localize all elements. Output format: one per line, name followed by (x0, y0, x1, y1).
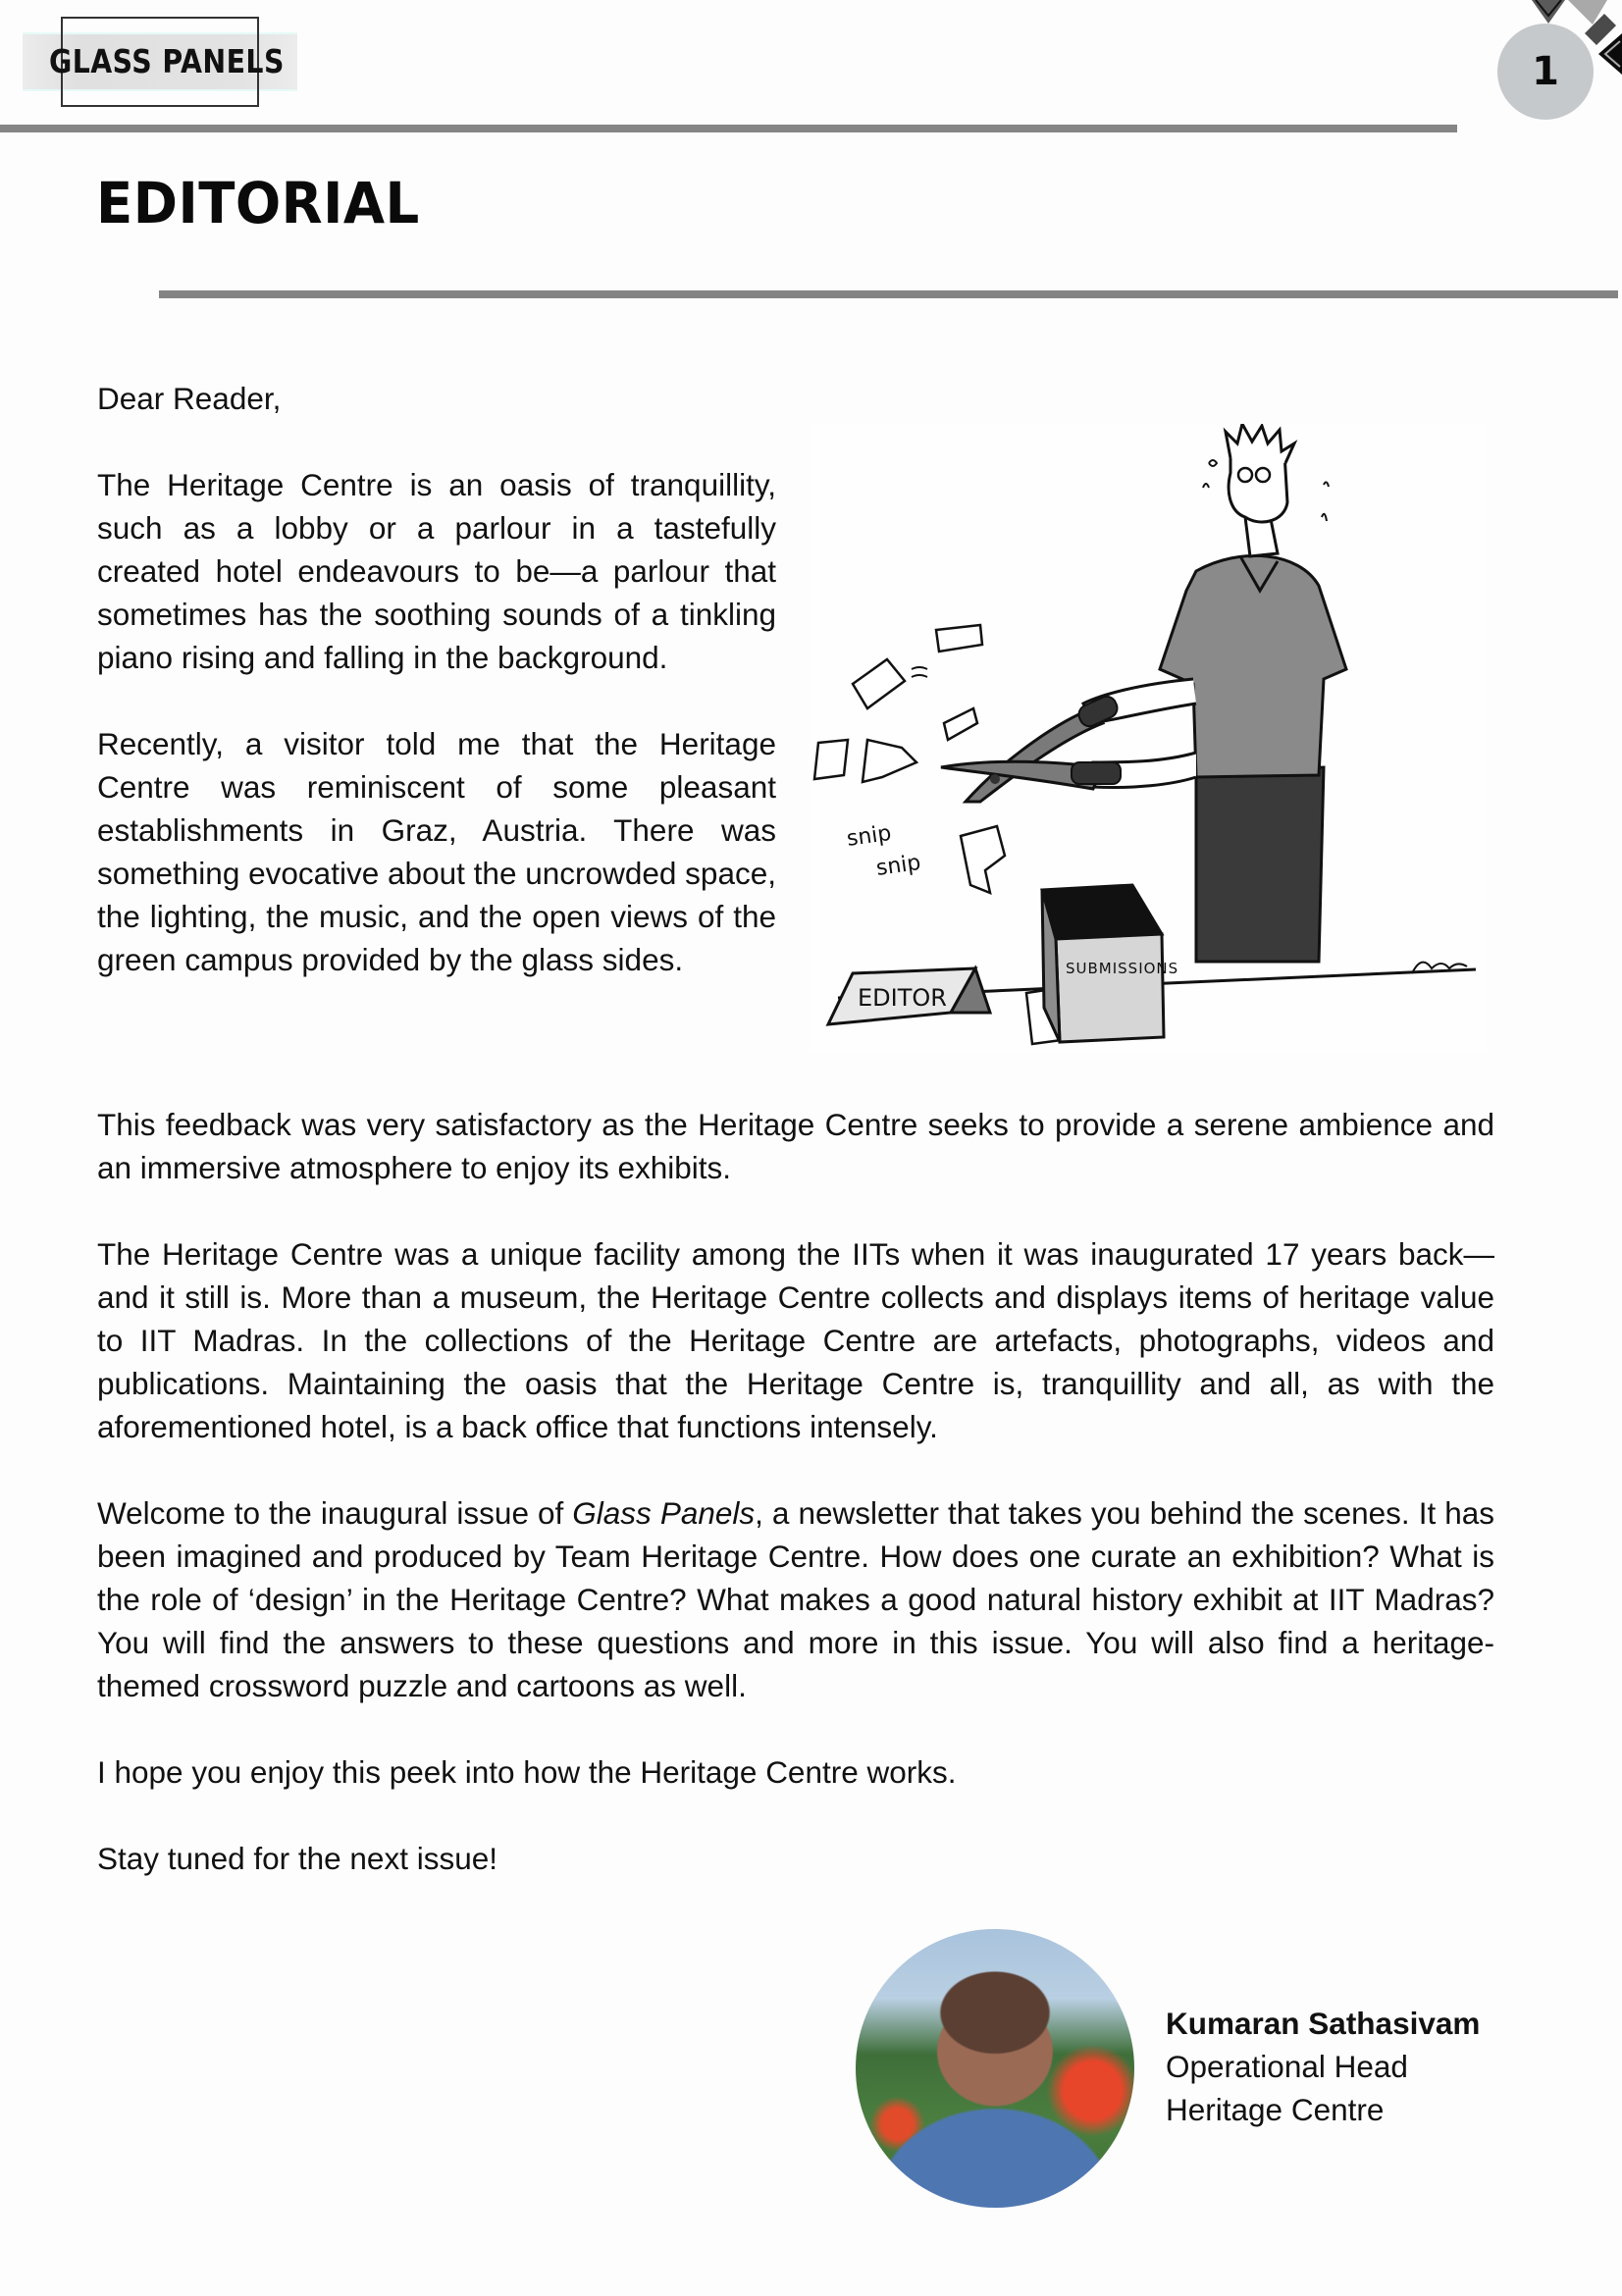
author-name: Kumaran Sathasivam (1166, 2006, 1481, 2041)
paragraph-feedback: This feedback was very satisfactory as the Heritage Centre seeks to provide a serene ambience and an immersive atmosphere to enjoy its exhibits. (97, 1107, 1494, 1185)
paragraph-closing: I hope you enjoy this peek into how the Heritage Centre works. (97, 1754, 957, 1790)
title-divider (159, 290, 1618, 298)
paragraph-oasis: The Heritage Centre is an oasis of tranquillity, such as a lobby or a parlour in a tastefully created hotel endeavours to be—a parlour that sometimes has the soothing sounds of a tinkling piano rising and falling in the background. (97, 467, 776, 675)
author-signature (1166, 2002, 1480, 2131)
cartoon-sound-label: snip (845, 820, 893, 852)
page-number-badge: 1 (1497, 24, 1594, 120)
article-intro-column (97, 377, 776, 1024)
cartoon-sound-label: snip (874, 850, 922, 881)
paragraph-signoff: Stay tuned for the next issue! (97, 1841, 497, 1876)
publication-title: Glass Panels (572, 1495, 756, 1531)
page-title: EDITORIAL (96, 170, 420, 236)
author-role: Operational Head (1166, 2049, 1408, 2084)
editor-cartoon (809, 424, 1486, 1052)
header-divider (0, 125, 1457, 132)
paragraph-welcome: Welcome to the inaugural issue of Glass Panels, a newsletter that takes you behind the scenes. It has been imagined and produced by Team Heritage Centre. How does one curate an exhibition? What is the role of ‘design’ in the Heritage Centre? What makes a good natural history exhibit at IIT Madras? You will find the answers to these questions and more in this issue. You will also find a heritage-themed crossword puzzle and cartoons as well. (97, 1495, 1494, 1703)
submissions-box-label: SUBMISSIONS (1066, 960, 1179, 977)
paragraph-visitor: Recently, a visitor told me that the Heritage Centre was reminiscent of some pleasant establishments in Graz, Austria. There was something evocative about the uncrowded space, the lighting, the music, and the open views of the green campus provided by the glass sides. (97, 726, 776, 977)
author-portrait (856, 1929, 1134, 2208)
paragraph-facility: The Heritage Centre was a unique facility among the IITs when it was inaugurated 17 years back—and it still is. More than a museum, the Heritage Centre collects and displays items of heritage value to IIT Madras. In the collections of the Heritage Centre are artefacts, photographs, videos and publications. Maintaining the oasis that the Heritage Centre is, tranquillity and all, as with the aforementioned hotel, is a back office that functions intensely. (97, 1236, 1494, 1444)
article-body (97, 1103, 1494, 1923)
salutation: Dear Reader, (97, 381, 282, 416)
author-organisation: Heritage Centre (1166, 2092, 1385, 2127)
editor-nameplate-label: EDITOR (858, 984, 947, 1012)
newsletter-title: GLASS PANELS (49, 42, 285, 80)
